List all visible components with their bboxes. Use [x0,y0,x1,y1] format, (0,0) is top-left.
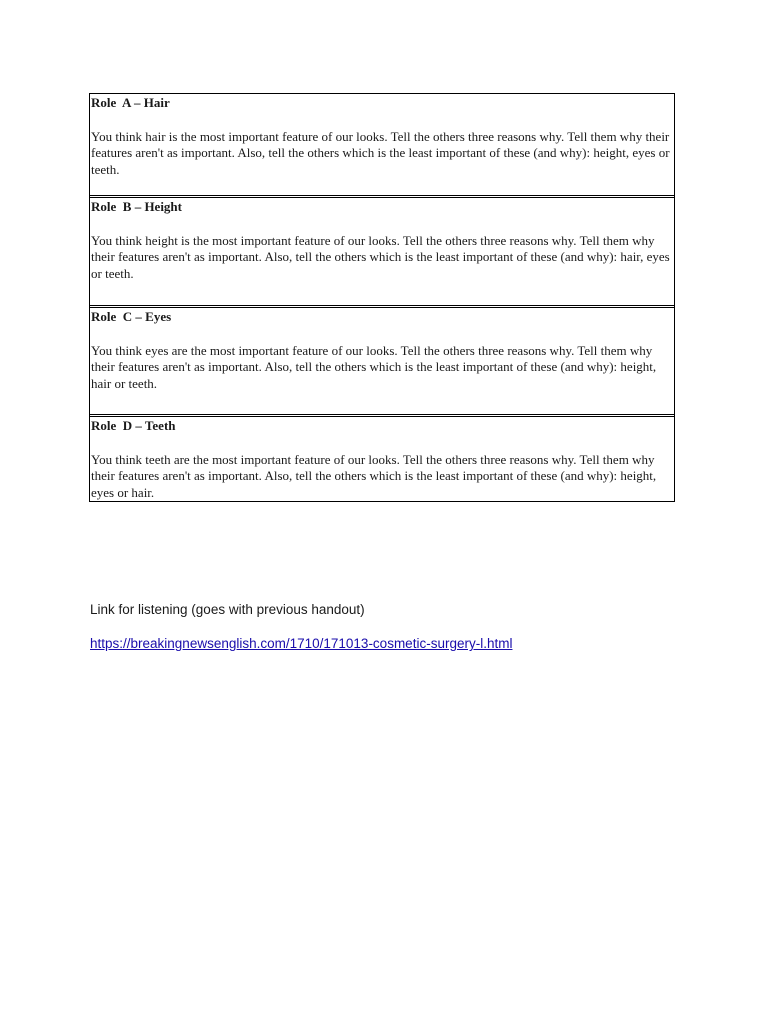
role-card-hair [90,94,674,198]
listening-label: Link for listening (goes with previous handout) [90,602,365,617]
role-description: You think eyes are the most important feature of our looks. Tell the others three reasons why. Tell them why their features aren't as important. Also, tell the others which is the least important of these (and why): height, hair or teeth. [91,343,657,391]
role-card-teeth [90,417,674,501]
role-card-height [90,198,674,308]
listening-link[interactable]: https://breakingnewsenglish.com/1710/171013-cosmetic-surgery-l.html [90,636,513,651]
role-title: Role C – Eyes [91,309,172,324]
role-description: You think hair is the most important feature of our looks. Tell the others three reasons why. Tell them why their features aren't as important. Also, tell the others which is the least important of these (and why): height, eyes or teeth. [91,129,670,177]
role-card-eyes [90,308,674,417]
role-description: You think teeth are the most important feature of our looks. Tell the others three reasons why. Tell them why their features aren't as important. Also, tell the others which is the least important of these (and why): height, eyes or hair. [91,452,657,500]
role-title: Role A – Hair [91,95,170,110]
role-description: You think height is the most important feature of our looks. Tell the others three reasons why. Tell them why their features aren't as important. Also, tell the others which is the least important of these (and why): hair, eyes or teeth. [91,233,670,281]
role-title: Role D – Teeth [91,418,176,433]
role-title: Role B – Height [91,199,182,214]
roles-table [89,93,675,502]
